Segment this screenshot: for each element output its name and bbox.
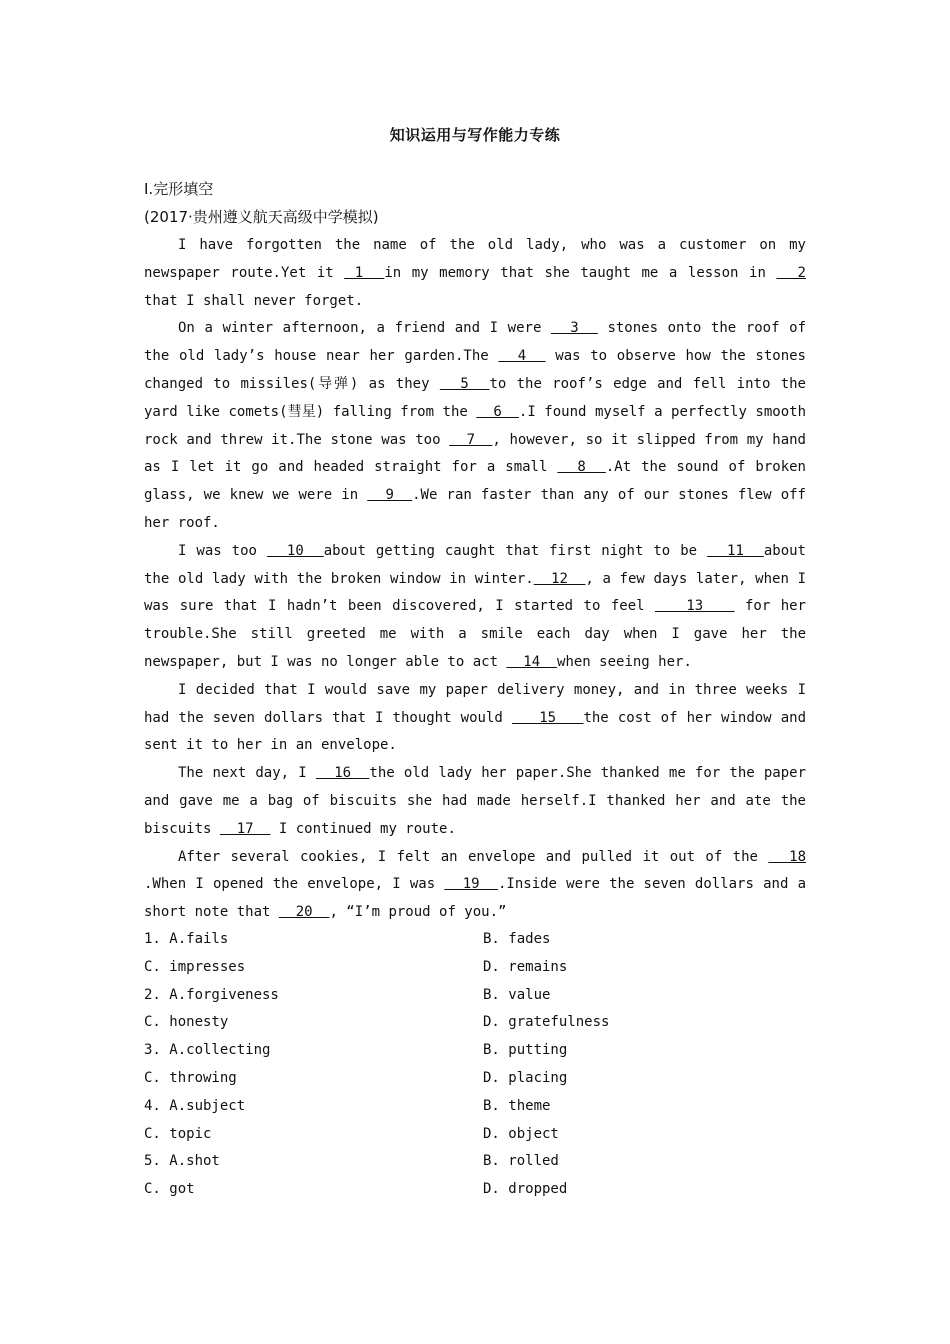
- option-right: D. placing: [483, 1069, 568, 1086]
- blank-number: 8: [557, 459, 606, 476]
- option-right: D. remains: [483, 958, 568, 975]
- passage-paragraph: [144, 315, 806, 537]
- passage-text: , a few days later, when I was sure that I hadn’t been discovered, I started to feel: [144, 570, 807, 615]
- blank-number: 12: [533, 570, 586, 587]
- option-row: [144, 1009, 806, 1037]
- blank-number: 6: [476, 403, 519, 420]
- blank-number: 14: [506, 653, 558, 670]
- blank-number: 16: [315, 765, 370, 782]
- option-row: [144, 1037, 806, 1065]
- blank-number: 3: [551, 320, 598, 337]
- passage-paragraph: [144, 844, 806, 927]
- passage-text: I have forgotten the name of the old lady, who was a customer on my newspaper route.Yet it: [144, 237, 806, 281]
- passage-paragraph: [144, 760, 806, 843]
- passage-text: .Inside were the seven dollars and a short note that: [144, 876, 806, 921]
- option-right: B. putting: [483, 1042, 568, 1059]
- option-left: 3. A.collecting: [144, 1042, 271, 1059]
- passage-text: I continued my route.: [270, 820, 456, 837]
- page-title: 知识运用与写作能力专练: [389, 126, 561, 144]
- option-left: C. topic: [144, 1125, 212, 1142]
- option-right: D. gratefulness: [483, 1014, 610, 1031]
- passage-text: stones onto the roof of the old lady’s house near her garden.The: [144, 320, 806, 365]
- passage-text: to the roof’s edge and fell into the yard like comets(彗星) falling from the: [144, 375, 806, 420]
- passage-text: .We ran faster than any of our stones flew off her roof.: [144, 487, 806, 531]
- passage-text: .At the sound of broken glass, we knew we were in: [144, 459, 806, 504]
- blank-number: 7: [449, 431, 493, 448]
- option-row: [144, 1121, 806, 1149]
- cloze-passage: [144, 232, 806, 927]
- section-heading: Ⅰ.完形填空: [144, 180, 214, 198]
- passage-text: was to observe how the stones changed to missiles(导弹) as they: [144, 348, 806, 392]
- blank-number: 19: [444, 876, 498, 893]
- blank-number: 17: [219, 820, 271, 837]
- blank-number: 10: [266, 542, 324, 559]
- answer-options: [144, 926, 806, 1204]
- passage-text: for her trouble.She still greeted me with a smile each day when I gave her the newspaper, but I was no longer able to act: [144, 598, 806, 670]
- blank-number: 20: [278, 904, 330, 921]
- option-left: 2. A.forgiveness: [144, 986, 279, 1003]
- option-row: [144, 1148, 806, 1176]
- option-row: [144, 954, 806, 982]
- passage-text: After several cookies, I felt an envelope and pulled it out of the: [178, 848, 769, 865]
- option-row: [144, 982, 806, 1010]
- option-right: D. object: [483, 1125, 559, 1142]
- blank-number: 4: [498, 348, 546, 365]
- option-row: [144, 1093, 806, 1121]
- passage-text: On a winter afternoon, a friend and I were: [178, 320, 551, 337]
- option-left: C. throwing: [144, 1069, 237, 1086]
- option-left: C. honesty: [144, 1014, 229, 1031]
- passage-text: , however, so it slipped from my hand as I let it go and headed straight for a small: [144, 431, 806, 476]
- passage-text: about getting caught that first night to be: [323, 542, 708, 559]
- option-left: 5. A.shot: [144, 1153, 220, 1170]
- passage-paragraph: [144, 538, 806, 677]
- blank-number: 15: [511, 709, 584, 726]
- passage-paragraph: [144, 232, 806, 315]
- option-right: D. dropped: [483, 1181, 568, 1198]
- blank-number: 1: [344, 264, 385, 281]
- passage-text: that I shall never forget.: [144, 292, 364, 309]
- passage-text: .When I opened the envelope, I was: [144, 876, 445, 893]
- blank-number: 9: [367, 487, 413, 504]
- option-right: B. fades: [483, 931, 551, 947]
- option-right: B. rolled: [483, 1153, 559, 1170]
- option-row: [144, 926, 806, 954]
- passage-text: The next day, I: [178, 765, 316, 782]
- source-note: (2017·贵州遵义航天高级中学模拟): [144, 208, 379, 226]
- option-left: C. impresses: [144, 958, 246, 975]
- blank-number: 5: [439, 375, 490, 392]
- blank-number: 11: [707, 542, 764, 559]
- option-left: C. got: [144, 1181, 195, 1198]
- passage-text: the cost of her window and sent it to her in an envelope.: [144, 709, 806, 754]
- passage-text: I decided that I would save my paper delivery money, and in three weeks I had the seven dollars that I thought would: [144, 681, 806, 726]
- passage-text: , “I’m proud of you.”: [329, 904, 507, 921]
- option-row: [144, 1065, 806, 1093]
- option-left: 4. A.subject: [144, 1097, 246, 1114]
- option-right: B. theme: [483, 1097, 551, 1114]
- option-right: B. value: [483, 986, 551, 1003]
- option-row: [144, 1176, 806, 1204]
- passage-text: the old lady her paper.She thanked me for the paper and gave me a bag of biscuits she had made herself.I thanked her and ate the biscuits: [144, 765, 807, 837]
- passage-paragraph: [144, 677, 806, 760]
- blank-number: 2: [776, 264, 806, 281]
- passage-text: about the old lady with the broken window in winter.: [144, 542, 806, 587]
- option-left: 1. A.fails: [144, 931, 229, 947]
- blank-number: 13: [655, 598, 735, 615]
- passage-text: when seeing her.: [557, 653, 692, 670]
- passage-text: .I found myself a perfectly smooth rock and threw it.The stone was too: [144, 403, 807, 448]
- blank-number: 18: [768, 848, 806, 865]
- passage-text: I was too: [178, 542, 267, 559]
- passage-text: in my memory that she taught me a lesson in: [384, 264, 777, 281]
